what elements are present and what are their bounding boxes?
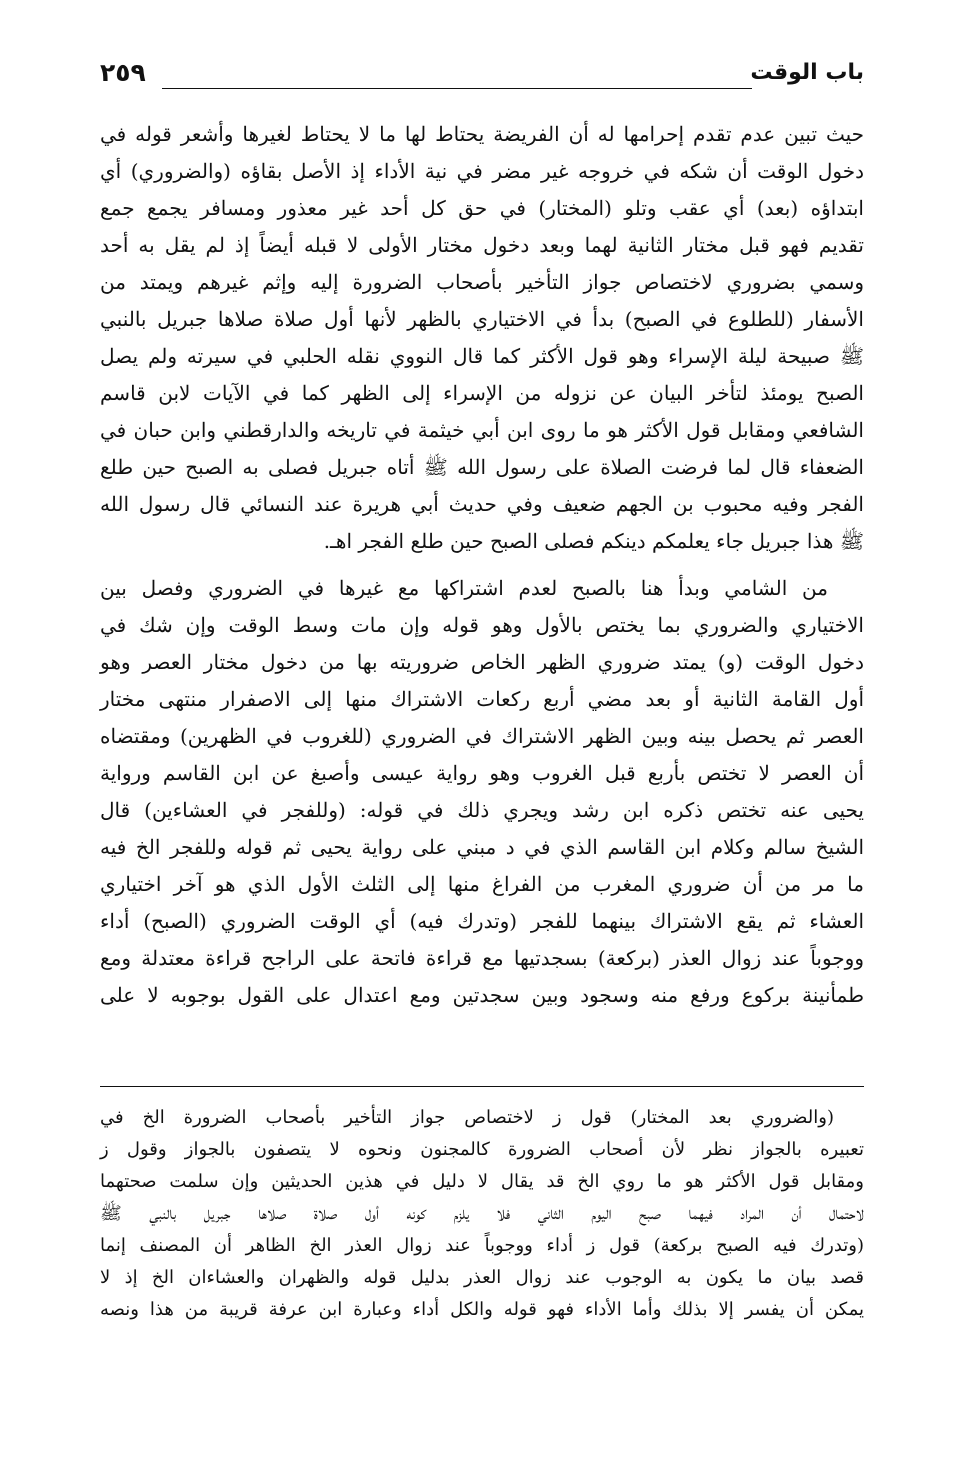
paragraph-gap — [100, 560, 864, 570]
page-header — [100, 56, 864, 96]
text-line: ووجوباً عند زوال العذر (بركعة) بسجدتيها مع قراءة فاتحة على الراجح قراءة معتدلة ومع — [100, 946, 864, 970]
text-line: أول القامة الثانية أو بعد مضي أربع ركعات الاشتراك منها إلى الاصفرار منتهى مختار — [100, 687, 864, 711]
text-line: حيث تبين عدم تقدم إحرامها له أن الفريضة يحتاط لها ما لا يحتاط لغيرها وأشعر قوله في — [100, 122, 864, 146]
text-line: ابتداؤه (بعد) أي عقب وتلو (المختار) في حق كل أحد غير معذور ومسافر يجمع جمع — [100, 196, 864, 220]
running-title: باب الوقت — [750, 60, 864, 85]
footnote-line: قصد بيان ما يكون به الوجوب عند زوال العذر بدليل قوله والظهران والعشاءان الخ إذ لا — [100, 1267, 865, 1288]
text-line: وسمي بضروري لاختصاص جواز التأخير بأصحاب الضرورة إليه وإثم غيرهم ويمتد من — [100, 270, 864, 294]
text-line: العشاء ثم يقع الاشتراك بينهما للفجر (وتدرك فيه) أي الوقت الضروري (الصبح) أداء — [100, 909, 864, 933]
text-line: الفجر وفيه محبوب بن الجهم ضعيف وفي حديث أبي هريرة عند النسائي قال رسول الله — [100, 492, 864, 516]
text-line: الضعفاء قال لما فرضت الصلاة على رسول الله ﷺ أتاه جبريل فصلى به الصبح حين طلع — [100, 455, 864, 479]
text-line: ﷺ صبيحة ليلة الإسراء وهو قول الأكثر كما قال النووي نقله الحلبي في سيرته ولم يصل — [100, 344, 864, 368]
text-line: أن العصر لا تختص بأربع قبل الغروب وهو رواية عيسى وأصبغ عن ابن القاسم ورواية — [100, 761, 864, 785]
text-line: العصر ثم يحصل بينه وبين الظهر الاشتراك في الضروري (للغروب في الظهرين) ومقتضاه — [100, 724, 864, 748]
text-line: من الشامي وبدأ هنا بالصبح لعدم اشتراكها مع غيرها في الضروري وفصل بين — [100, 576, 828, 600]
text-line: الشيخ سالم وكلام ابن القاسم الذي في د مبني على رواية يحيى ثم قوله وللفجر الخ فيه — [100, 835, 864, 859]
text-line: تقديم فهو قبل مختار الثانية لهما وبعد دخول مختار الأولى لا قبله أيضاً إذ لم يقل به أحد — [100, 233, 864, 257]
text-line: ما مر من أن ضروري المغرب من الفراغ منها إلى الثلث الأول الذي هو آخر اختياري — [100, 872, 864, 896]
text-line: الصبح يومئذ لتأخر البيان عن نزوله من الإسراء إلى الظهر كما في الآيات لابن قاسم — [100, 381, 864, 405]
text-line: الأسفار (للطلوع في الصبح) بدأ في الاختياري بالظهر لأنها أول صلاة صلاها جبريل بالنبي — [100, 307, 864, 331]
footnotes — [100, 1102, 864, 1326]
text-line: دخول الوقت (و) يمتد ضروري الظهر الخاص ضروريته بها من دخول مختار العصر وهو — [100, 650, 864, 674]
footnote-line: لاحتمال أن المراد فيهما صبح اليوم الثاني فلا يلزم كونه أول صلاة صلاها جبريل بالنبي ﷺ — [100, 1203, 864, 1224]
footnote-line: (وتدرك فيه الصبح بركعة) قول ز أداء ووجوباً عند زوال العذر الخ الظاهر أن المصنف إنما — [100, 1235, 864, 1256]
text-line: يحيى عنه تختص ذكره ابن رشد ويجري ذلك في قوله: (وللفجر في العشاءين) قال — [100, 798, 864, 822]
text-line: ﷺ هذا جبريل جاء يعلمكم دينكم فصلى الصبح حين طلع الفجر اهـ. — [323, 529, 864, 553]
header-rule — [162, 88, 752, 89]
text-line: طمأنينة بركوع ورفع منه وسجود وبين سجدتين ومع اعتدال على القول بوجوبه لا على — [100, 983, 864, 1007]
footnote-separator — [100, 1086, 864, 1087]
footnote-line: (والضروري بعد المختار) قول ز لاختصاص جواز التأخير بأصحاب الضرورة الخ في — [100, 1107, 834, 1128]
text-line: دخول الوقت أن شكه في خروجه غير مضر في نية الأداء إذ الأصل بقاؤه (والضروري) أي — [100, 159, 864, 183]
page-number: ٢٥٩ — [100, 58, 146, 87]
footnote-line: يمكن أن يفسر إلا بذلك وأما الأداء فهو قوله والكل أداء وعبارة ابن عرفة قريبة من هذا ونصه — [100, 1299, 864, 1320]
text-line: الشافعي ومقابل قول الأكثر هو ما روى ابن أبي خيثمة في تاريخه والدارقطني وابن حبان في — [100, 418, 864, 442]
footnote-line: ومقابل قول الأكثر هو ما روي الخ قد يقال لا دليل في هذين الحديثين وإن سلمت صحتهما — [100, 1171, 864, 1192]
main-text — [100, 116, 864, 1014]
text-line: الاختياري والضروري بما يختص بالأول وهو قوله وإن مات وسط الوقت وإن شك في — [100, 613, 864, 637]
footnote-line: تعبيره بالجواز نظر لأن أصحاب الضرورة كالمجنون ونحوه لا يتصفون بالجواز وقول ز — [100, 1139, 864, 1160]
